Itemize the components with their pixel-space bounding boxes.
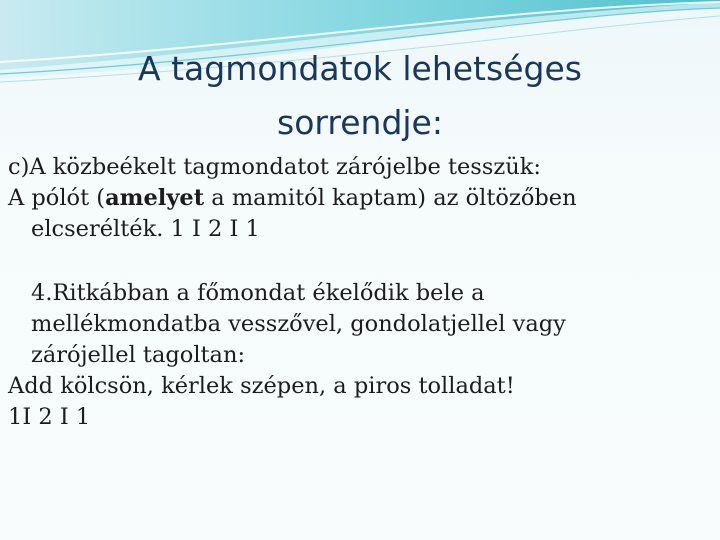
body-line-2 — [8, 183, 720, 214]
body-line-6: zárójellel tagoltan: — [31, 342, 246, 368]
body-line-5: mellékmondatba vesszővel, gondolatjellel vagy — [31, 311, 566, 337]
body-line-7: Add kölcsön, kérlek szépen, a piros tolladat! — [8, 373, 515, 399]
slide-body — [8, 152, 720, 433]
body-line-2-bold-word: amelyet — [105, 185, 205, 211]
body-line-4: 4.Ritkábban a főmondat ékelődik bele a — [31, 280, 485, 306]
title-line-2: sorrendje: — [277, 103, 443, 142]
body-line-2-start: A pólót ( — [8, 185, 106, 211]
body-line-2-end: a mamitól kaptam) az öltözőben — [204, 185, 577, 211]
body-line-1: c)A közbeékelt tagmondatot zárójelbe tesszük: — [8, 154, 541, 180]
body-line-8: 1I 2 I 1 — [8, 404, 91, 430]
title-line-1: A tagmondatok lehetséges — [138, 49, 582, 88]
body-line-3: elcserélték. 1 I 2 I 1 — [31, 216, 260, 242]
paragraph-gap — [8, 245, 720, 278]
slide-title — [40, 42, 680, 150]
